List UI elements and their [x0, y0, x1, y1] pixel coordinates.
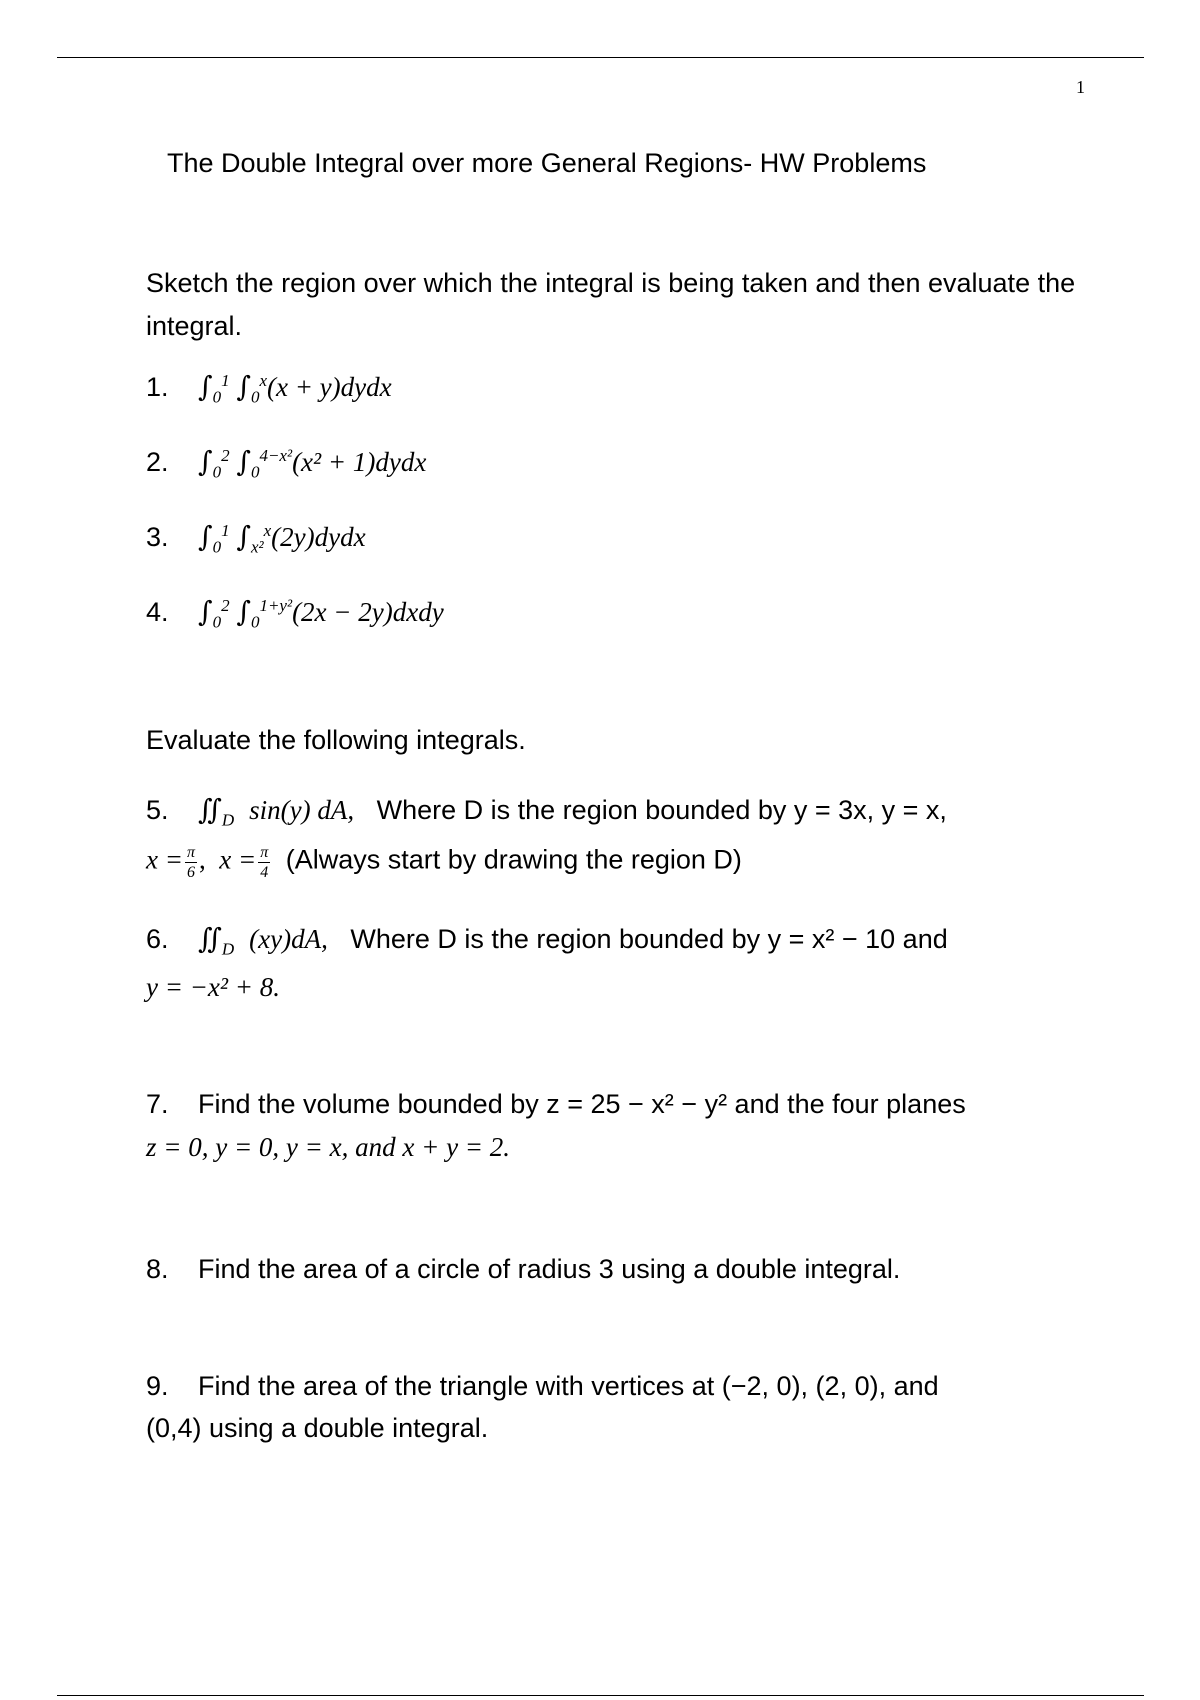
outer-lower-limit: 0	[212, 387, 222, 407]
double-integral-sign: ∬	[198, 793, 222, 826]
problem-7-line2: z = 0, y = 0, y = x, and x + y = 2.	[146, 1132, 511, 1162]
bound-x-eq-2: x =	[219, 844, 257, 875]
problem-9-line2: (0,4) using a double integral.	[146, 1413, 489, 1443]
integrand: (x + y)dydx	[266, 372, 392, 402]
inner-lower-limit: 0	[250, 462, 260, 482]
inner-upper-limit: x	[259, 371, 267, 390]
outer-lower-limit: 0	[212, 612, 222, 632]
outer-upper-limit: 2	[221, 446, 230, 465]
page-number: 1	[1076, 77, 1085, 97]
section1-instructions: Sketch the region over which the integral is being taken and then evaluate the integral.	[146, 268, 1076, 341]
problem-8	[146, 1254, 900, 1285]
inner-upper-limit: 4−x²	[259, 446, 293, 465]
outer-upper-limit: 1	[221, 521, 230, 540]
integrand: (x² + 1)dydx	[292, 447, 427, 477]
bottom-rule	[57, 1695, 1144, 1696]
problem-number: 9.	[146, 1371, 169, 1401]
problem-text: Find the area of a circle of radius 3 using a double integral.	[198, 1254, 901, 1284]
outer-integral-sign: ∫	[198, 445, 213, 478]
problem-7-line1	[146, 1089, 966, 1120]
region-description: Where D is the region bounded by y = 3x, y = x,	[376, 795, 947, 825]
inner-lower-limit: 0	[250, 387, 260, 407]
problem-number: 4.	[146, 597, 169, 627]
problem-5-line2	[146, 843, 742, 882]
problem-number: 5.	[146, 795, 169, 825]
inner-upper-limit: 1+y²	[259, 596, 293, 615]
inner-lower-limit: 0	[250, 612, 260, 632]
inner-upper-limit: x	[263, 521, 272, 540]
page-title: The Double Integral over more General Regions- HW Problems	[167, 148, 927, 178]
problem-number: 1.	[146, 372, 169, 402]
problem-2	[146, 445, 427, 482]
problem-6-line2: y = −x² + 8.	[146, 972, 280, 1002]
fraction-pi-over-6	[185, 843, 197, 882]
region-subscript: D	[221, 810, 235, 830]
denominator: 4	[260, 864, 269, 881]
top-rule	[57, 57, 1144, 58]
integrand: sin(y) dA,	[249, 795, 355, 825]
region-subscript: D	[221, 939, 235, 959]
separator-comma: ,	[198, 844, 206, 875]
outer-lower-limit: 0	[212, 462, 222, 482]
problem-1	[146, 370, 392, 407]
integrand: (2y)dydx	[271, 522, 366, 552]
inner-integral-sign: ∫	[236, 520, 251, 553]
problem-text: Find the area of the triangle with vertices at (−2, 0), (2, 0), and	[198, 1371, 939, 1401]
inner-integral-sign: ∫	[236, 595, 251, 628]
problem-3	[146, 520, 366, 557]
outer-upper-limit: 1	[221, 371, 230, 390]
outer-integral-sign: ∫	[198, 370, 213, 403]
outer-integral-sign: ∫	[198, 520, 213, 553]
problem-number: 3.	[146, 522, 169, 552]
fraction-pi-over-4	[258, 843, 270, 882]
denominator: 6	[186, 864, 195, 881]
section2-instructions: Evaluate the following integrals.	[146, 725, 526, 755]
inner-lower-limit: x²	[250, 537, 264, 557]
problem-number: 2.	[146, 447, 169, 477]
problem-number: 6.	[146, 924, 169, 954]
inner-integral-sign: ∫	[236, 370, 251, 403]
numerator: π	[186, 844, 195, 861]
problem-4	[146, 595, 444, 632]
problem-text: Find the volume bounded by z = 25 − x² − y² and the four planes	[198, 1089, 966, 1119]
problem-9-line1	[146, 1371, 939, 1402]
region-description: Where D is the region bounded by y = x² − 10 and	[350, 924, 948, 954]
double-integral-sign: ∬	[198, 922, 222, 955]
integrand: (xy)dA,	[249, 924, 328, 954]
outer-integral-sign: ∫	[198, 595, 213, 628]
problem-5-line1	[146, 793, 947, 830]
problem-number: 8.	[146, 1254, 169, 1284]
bound-x-eq-1: x =	[146, 844, 183, 875]
outer-upper-limit: 2	[221, 596, 230, 615]
outer-lower-limit: 0	[212, 537, 222, 557]
drawing-note: (Always start by drawing the region D)	[285, 844, 742, 875]
integrand: (2x − 2y)dxdy	[292, 597, 444, 627]
problem-6-line1	[146, 922, 948, 959]
problem-number: 7.	[146, 1089, 169, 1119]
numerator: π	[260, 844, 269, 861]
inner-integral-sign: ∫	[236, 445, 251, 478]
